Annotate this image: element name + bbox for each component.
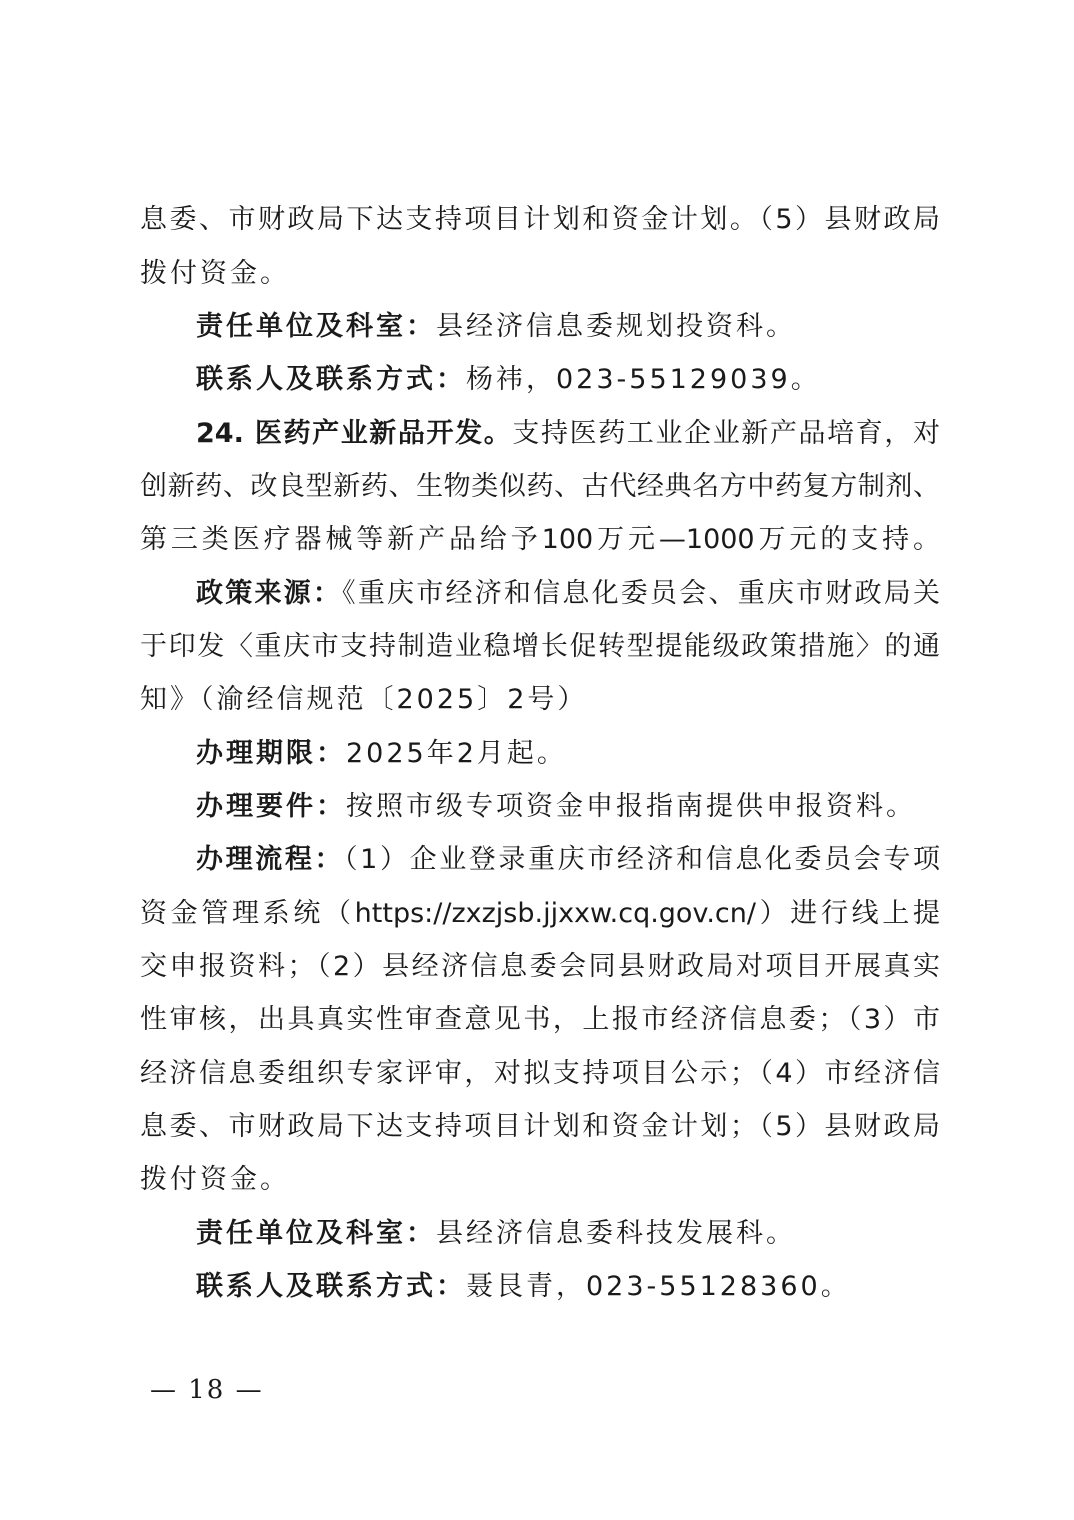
process-line [196, 840, 940, 880]
text-line: 性审核，出具真实性审查意见书，上报市经济信息委；（3）市 [140, 1004, 940, 1035]
field-label: 办理期限： [196, 738, 346, 769]
field-value: 县经济信息委规划投资科。 [436, 311, 796, 342]
field-value: 聂艮青，023-55128360。 [466, 1271, 851, 1302]
text-line: 拨付资金。 [140, 1164, 290, 1195]
responsible-unit-line [196, 307, 940, 347]
text-line: 资金管理系统（https://zxzjsb.jjxxw.cq.gov.cn/）进行线上提 [140, 898, 940, 929]
period-line [196, 734, 940, 774]
contact-line [196, 1267, 940, 1307]
policy-source-line [196, 574, 940, 614]
requirements-line [196, 787, 940, 827]
field-label: 联系人及联系方式： [196, 364, 466, 395]
text-line: 息委、市财政局下达支持项目计划和资金计划；（5）县财政局 [140, 1111, 940, 1142]
field-label: 联系人及联系方式： [196, 1271, 466, 1302]
field-label: 政策来源： [196, 578, 343, 609]
text-line: 息委、市财政局下达支持项目计划和资金计划。（5）县财政局 [140, 204, 940, 235]
field-value: 《重庆市经济和信息化委员会、重庆市财政局关 [342, 578, 941, 609]
item-title: 24. 医药产业新品开发。 [196, 418, 513, 449]
field-value: （1）企业登录重庆市经济和信息化委员会专项 [344, 844, 940, 875]
field-value: 按照市级专项资金申报指南提供申报资料。 [346, 791, 916, 822]
field-value: 杨祎，023-55129039。 [466, 364, 821, 395]
text-line: 第三类医疗器械等新产品给予100万元—1000万元的支持。 [140, 524, 940, 555]
field-value: 2025年2月起。 [346, 738, 567, 769]
text-line: 拨付资金。 [140, 258, 290, 289]
field-value: 县经济信息委科技发展科。 [436, 1218, 796, 1249]
text-line: 知》（渝经信规范〔2025〕2号） [140, 684, 588, 715]
responsible-unit-line [196, 1214, 940, 1254]
item-heading-line [196, 414, 940, 454]
text-line: 交申报资料；（2）县经济信息委会同县财政局对项目开展真实 [140, 951, 940, 982]
page-number: — 18 — [150, 1375, 264, 1405]
text-line: 经济信息委组织专家评审，对拟支持项目公示；（4）市经济信 [140, 1058, 940, 1089]
contact-line [196, 360, 940, 400]
text-line: 于印发〈重庆市支持制造业稳增长促转型提能级政策措施〉的通 [140, 631, 940, 662]
field-label: 责任单位及科室： [196, 1218, 436, 1249]
field-label: 办理流程： [196, 844, 345, 875]
field-value: 支持医药工业企业新产品培育，对 [512, 418, 941, 449]
text-line: 创新药、改良型新药、生物类似药、古代经典名方中药复方制剂、 [140, 471, 940, 502]
field-label: 责任单位及科室： [196, 311, 436, 342]
field-label: 办理要件： [196, 791, 346, 822]
